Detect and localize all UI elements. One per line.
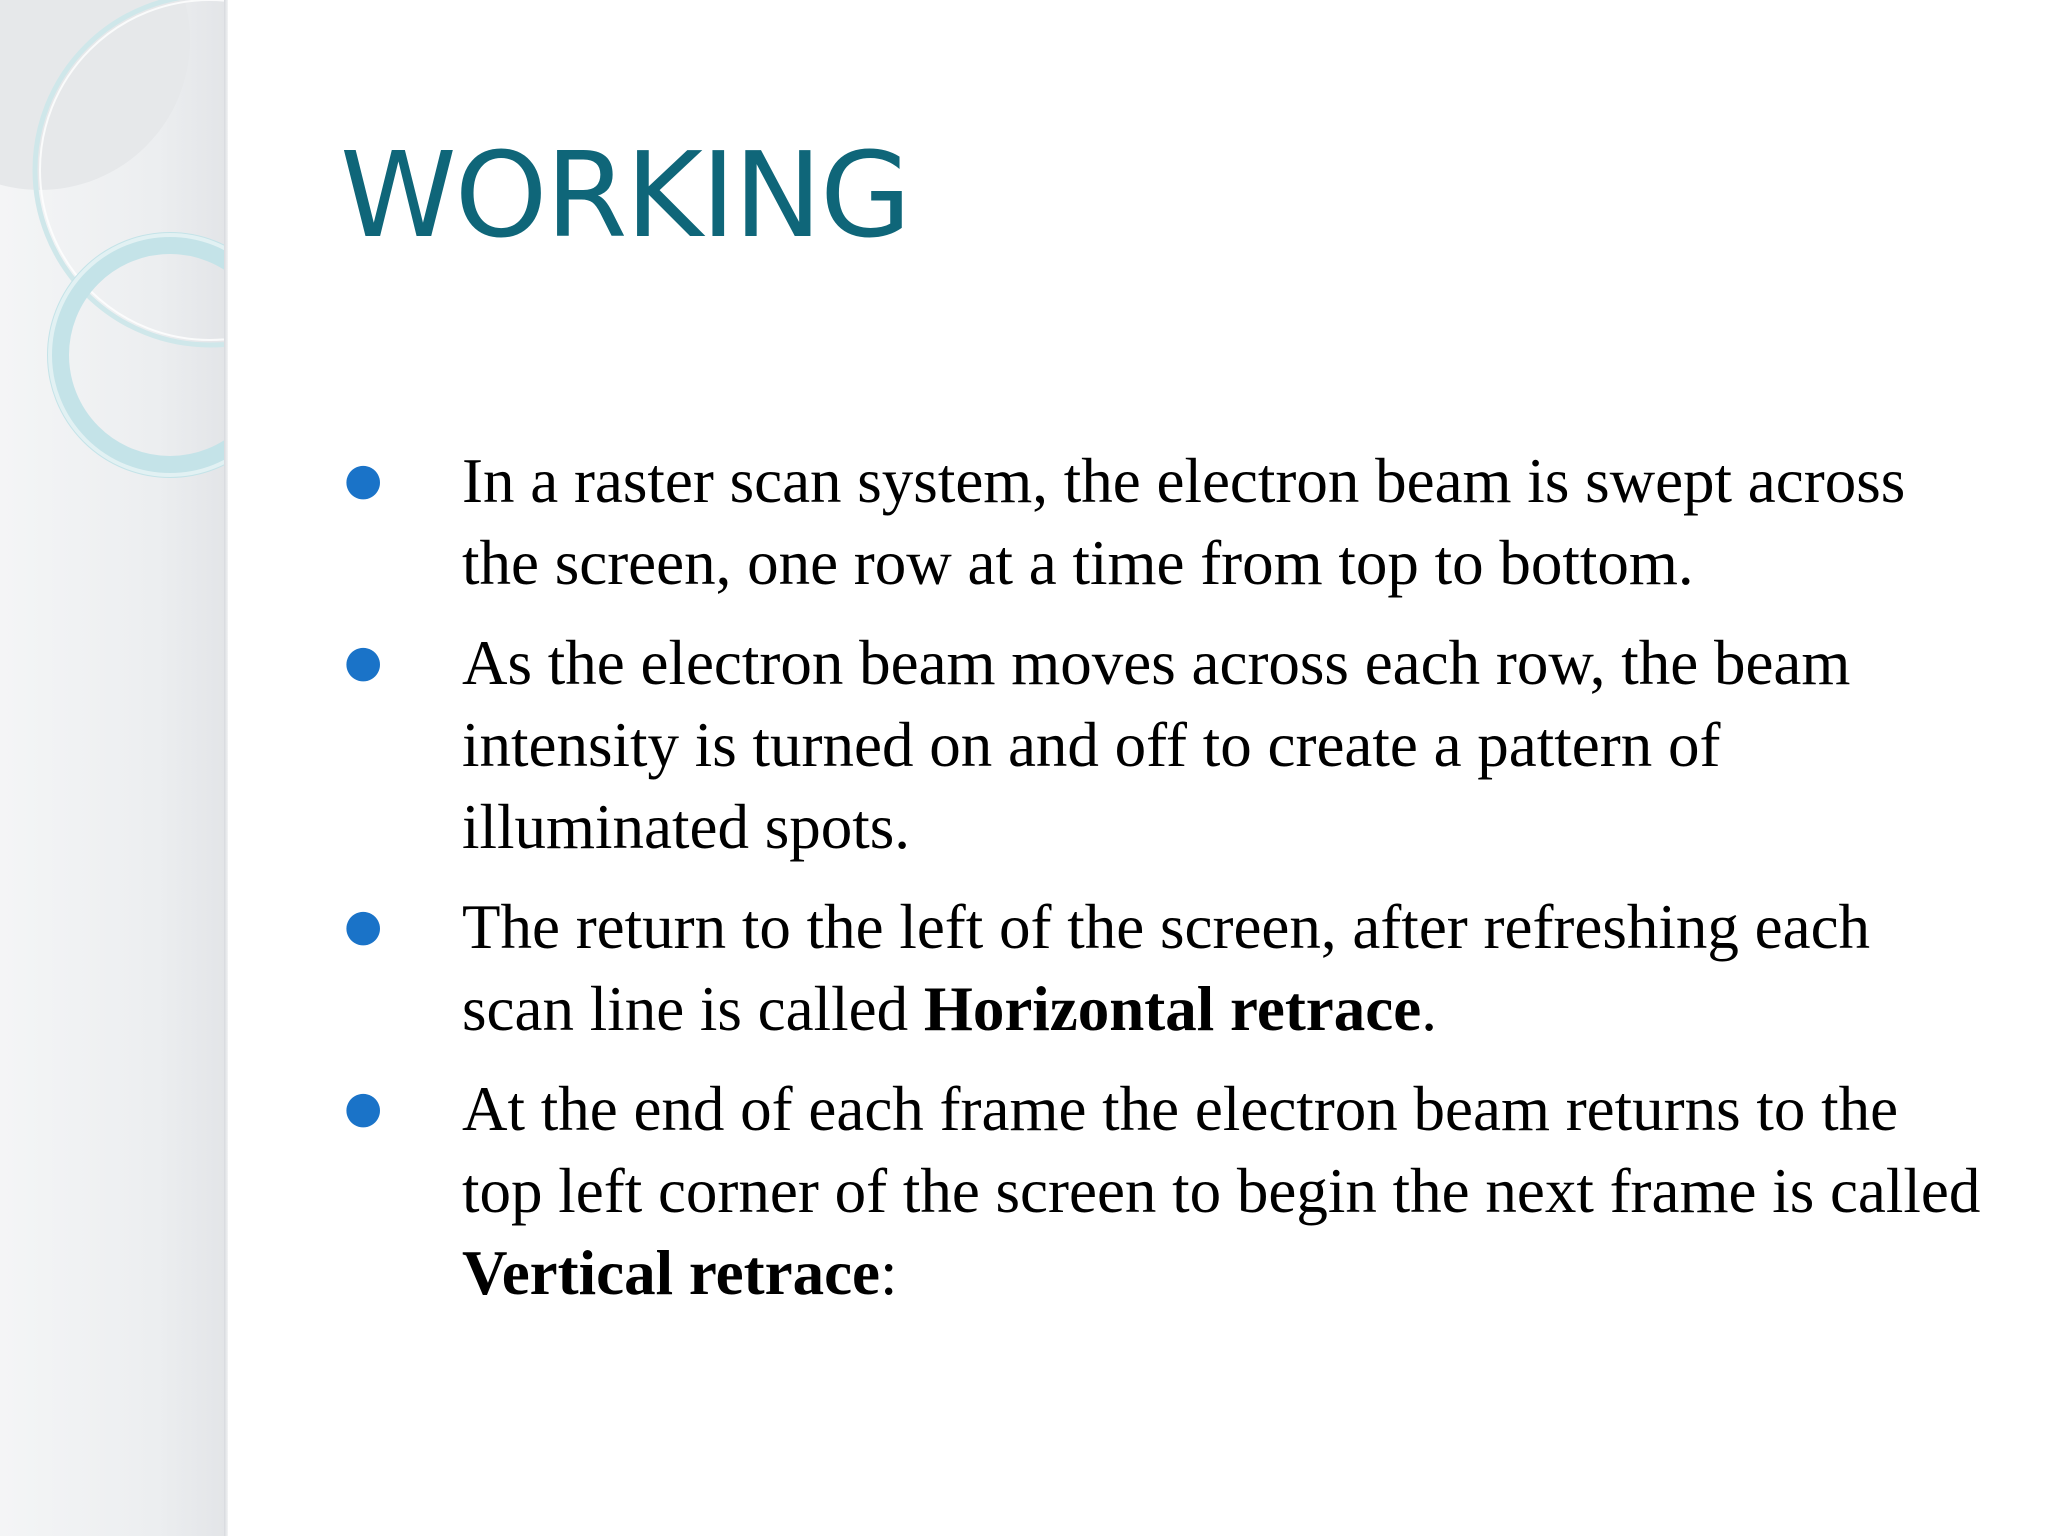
bullet-text: In a raster scan system, the electron beam is swept across the screen, one row at a time from top to bottom. xyxy=(462,446,1906,598)
bold-term: Vertical retrace xyxy=(462,1238,880,1308)
bullet-list xyxy=(330,440,1990,1332)
thick-ring xyxy=(58,243,224,467)
bold-term: Horizontal retrace xyxy=(923,974,1422,1044)
bullet-text: At the end of each frame the electron beam returns to the top left corner of the screen to begin the next frame is called Vertical retrace: xyxy=(462,1074,1981,1308)
bullet-item xyxy=(330,622,1990,868)
side-panel-edge xyxy=(224,0,228,1536)
decorative-side-panel xyxy=(0,0,224,1536)
bullet-dot-icon: ● xyxy=(344,636,383,687)
bullet-item xyxy=(330,440,1990,604)
bullet-dot-icon: ● xyxy=(344,454,383,505)
bullet-item xyxy=(330,1068,1990,1314)
bullet-text: The return to the left of the screen, after refreshing each scan line is called Horizontal retrace. xyxy=(462,892,1871,1044)
thick-ring-highlight xyxy=(50,235,224,475)
bullet-item xyxy=(330,886,1990,1050)
slide-title: WORKING xyxy=(340,126,910,264)
grey-arc-shape xyxy=(0,0,190,190)
bullet-text: As the electron beam moves across each row, the beam intensity is turned on and off to create a pattern of illuminated spots. xyxy=(462,628,1851,862)
circle-ring-decoration xyxy=(0,0,224,1536)
bullet-dot-icon: ● xyxy=(344,1082,383,1133)
bullet-dot-icon: ● xyxy=(344,900,383,951)
